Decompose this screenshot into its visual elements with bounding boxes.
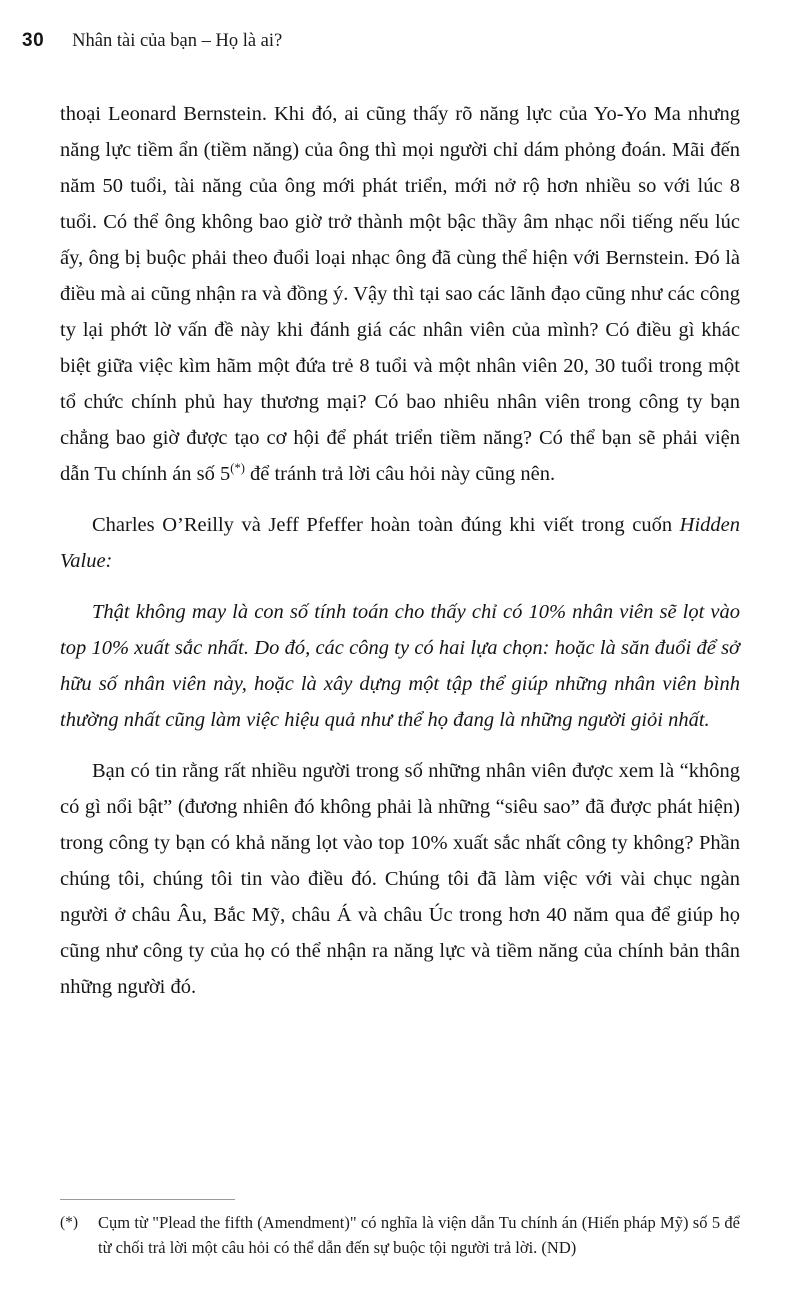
paragraph-3: Bạn có tin rằng rất nhiều người trong số những nhân viên được xem là “không có gì nổi bật” (đương nhiên đó không phải là những “siêu sao” đã được phát hiện) trong công ty bạn có khả năng lọt vào top 10% xuất sắc nhất công ty không? Phần chúng tôi, chúng tôi tin vào điều đó. Chúng tôi đã làm việc với vài chục ngàn người ở châu Âu, Bắc Mỹ, châu Á và châu Úc trong hơn 40 năm qua để giúp họ cũng như công ty của họ có thể nhận ra năng lực và tiềm năng của chính bản thân những người đó. [60, 760, 740, 998]
paragraph-2-text: Charles O’Reilly và Jeff Pfeffer hoàn toàn đúng khi viết trong cuốn [92, 514, 680, 536]
footnote-marker: (*) [60, 1214, 79, 1231]
page-body [60, 96, 740, 1020]
quote-paragraph: Thật không may là con số tính toán cho thấy chỉ có 10% nhân viên sẽ lọt vào top 10% xuất sắc nhất. Do đó, các công ty có hai lựa chọn: hoặc là săn đuổi để sở hữu số nhân viên này, hoặc là xây dựng một tập thể giúp những nhân viên bình thường nhất cũng làm việc hiệu quả như thể họ đang là những người giỏi nhất. [60, 601, 740, 731]
footnote-text: Cụm từ "Plead the fifth (Amendment)" có nghĩa là viện dẫn Tu chính án (Hiến pháp Mỹ) số 5 để từ chối trả lời một câu hỏi có thể dẫn đến sự buộc tội người trả lời. (ND) [98, 1213, 740, 1257]
page-header [22, 30, 740, 52]
paragraph-1-continuation: để tránh trả lời câu hỏi này cũng nên. [244, 463, 556, 485]
footnote-row [60, 1210, 740, 1260]
header-title: Nhân tài của bạn – Họ là ai? [72, 31, 283, 51]
footnote-divider [60, 1199, 235, 1200]
footnote-reference: (*) [230, 461, 245, 476]
page-number: 30 [22, 30, 45, 51]
paragraph-2 [60, 507, 740, 579]
book-title-italic: Hidden Value: [60, 514, 740, 572]
paragraph-1-text: thoại Leonard Bernstein. Khi đó, ai cũng thấy rõ năng lực của Yo-Yo Ma nhưng năng lực tiềm ẩn (tiềm năng) của ông thì mọi người chỉ dám phỏng đoán. Mãi đến năm 50 tuổi, tài năng của ông mới phát triển, mới nở rộ hơn nhiều so với lúc 8 tuổi. Có thể ông không bao giờ trở thành một bậc thầy âm nhạc nổi tiếng nếu lúc ấy, ông bị buộc phải theo đuổi loại nhạc ông đã cùng thể hiện với Bernstein. Đó là điều mà ai cũng nhận ra và đồng ý. Vậy thì tại sao các lãnh đạo cũng như các công ty lại phớt lờ vấn đề này khi đánh giá các nhân viên của mình? Có điều gì khác biệt giữa việc kìm hãm một đứa trẻ 8 tuổi và một nhân viên 20, 30 tuổi trong một tổ chức chính phủ hay thương mại? Có bao nhiêu nhân viên trong công ty bạn chẳng bao giờ được tạo cơ hội để phát triển tiềm năng? Có thể bạn sẽ phải viện dẫn Tu chính án số 5 [60, 103, 740, 485]
paragraph-1 [60, 96, 740, 492]
footnote-section [60, 1199, 740, 1260]
